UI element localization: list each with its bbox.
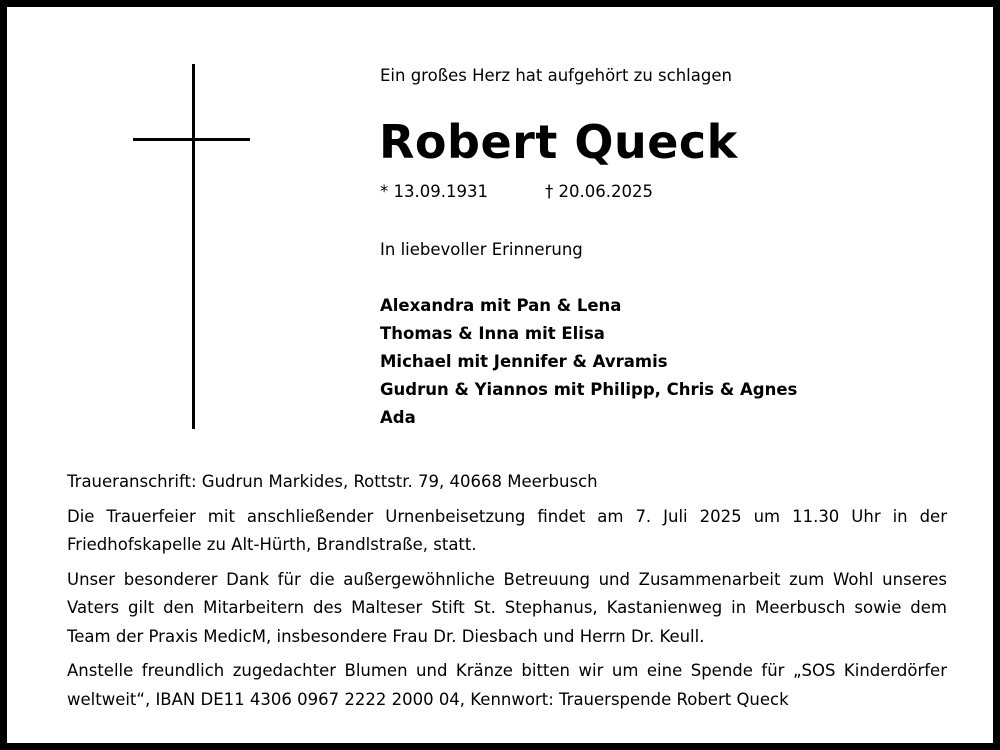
acknowledgement: Unser besonderer Dank für die außergewöhnliche Betreuung und Zusammenarbeit zum Wohl unseres Vaters gilt den Mitarbeitern des Malteser Stift St. Stephanus, Kastanienweg in Meerbusch sowie dem Team der Praxis MedicM, insbesondere Frau Dr. Diesbach und Herrn Dr. Keull. (67, 569, 947, 646)
mourning-address: Traueranschrift: Gudrun Markides, Rottstr. 79, 40668 Meerbusch (67, 472, 598, 491)
notice-body (67, 468, 947, 720)
deceased-name: Robert Queck (379, 115, 738, 169)
memory-line: In liebevoller Erinnerung (380, 240, 583, 259)
cross-vertical-bar (192, 64, 195, 429)
family-member: Gudrun & Yiannos mit Philipp, Chris & Agnes (380, 380, 798, 399)
family-list (380, 292, 797, 432)
family-member: Thomas & Inna mit Elisa (380, 324, 605, 343)
tagline: Ein großes Herz hat aufgehört zu schlagen (380, 66, 732, 85)
birth-date: * 13.09.1931 (380, 182, 488, 201)
donation-request: Anstelle freundlich zugedachter Blumen und Kränze bitten wir um eine Spende für „SOS Kinderdörfer weltweit“, IBAN DE11 4306 0967 2222 2000 04, Kennwort: Trauerspende Robert Queck (67, 661, 947, 709)
family-member: Michael mit Jennifer & Avramis (380, 352, 668, 371)
cross-horizontal-bar (133, 138, 250, 141)
funeral-details: Die Trauerfeier mit anschließender Urnenbeisetzung findet am 7. Juli 2025 um 11.30 Uhr in der Friedhofskapelle zu Alt-Hürth, Brandlstraße, statt. (67, 506, 947, 554)
family-member: Alexandra mit Pan & Lena (380, 296, 622, 315)
death-date: † 20.06.2025 (545, 182, 653, 201)
family-member: Ada (380, 408, 416, 427)
